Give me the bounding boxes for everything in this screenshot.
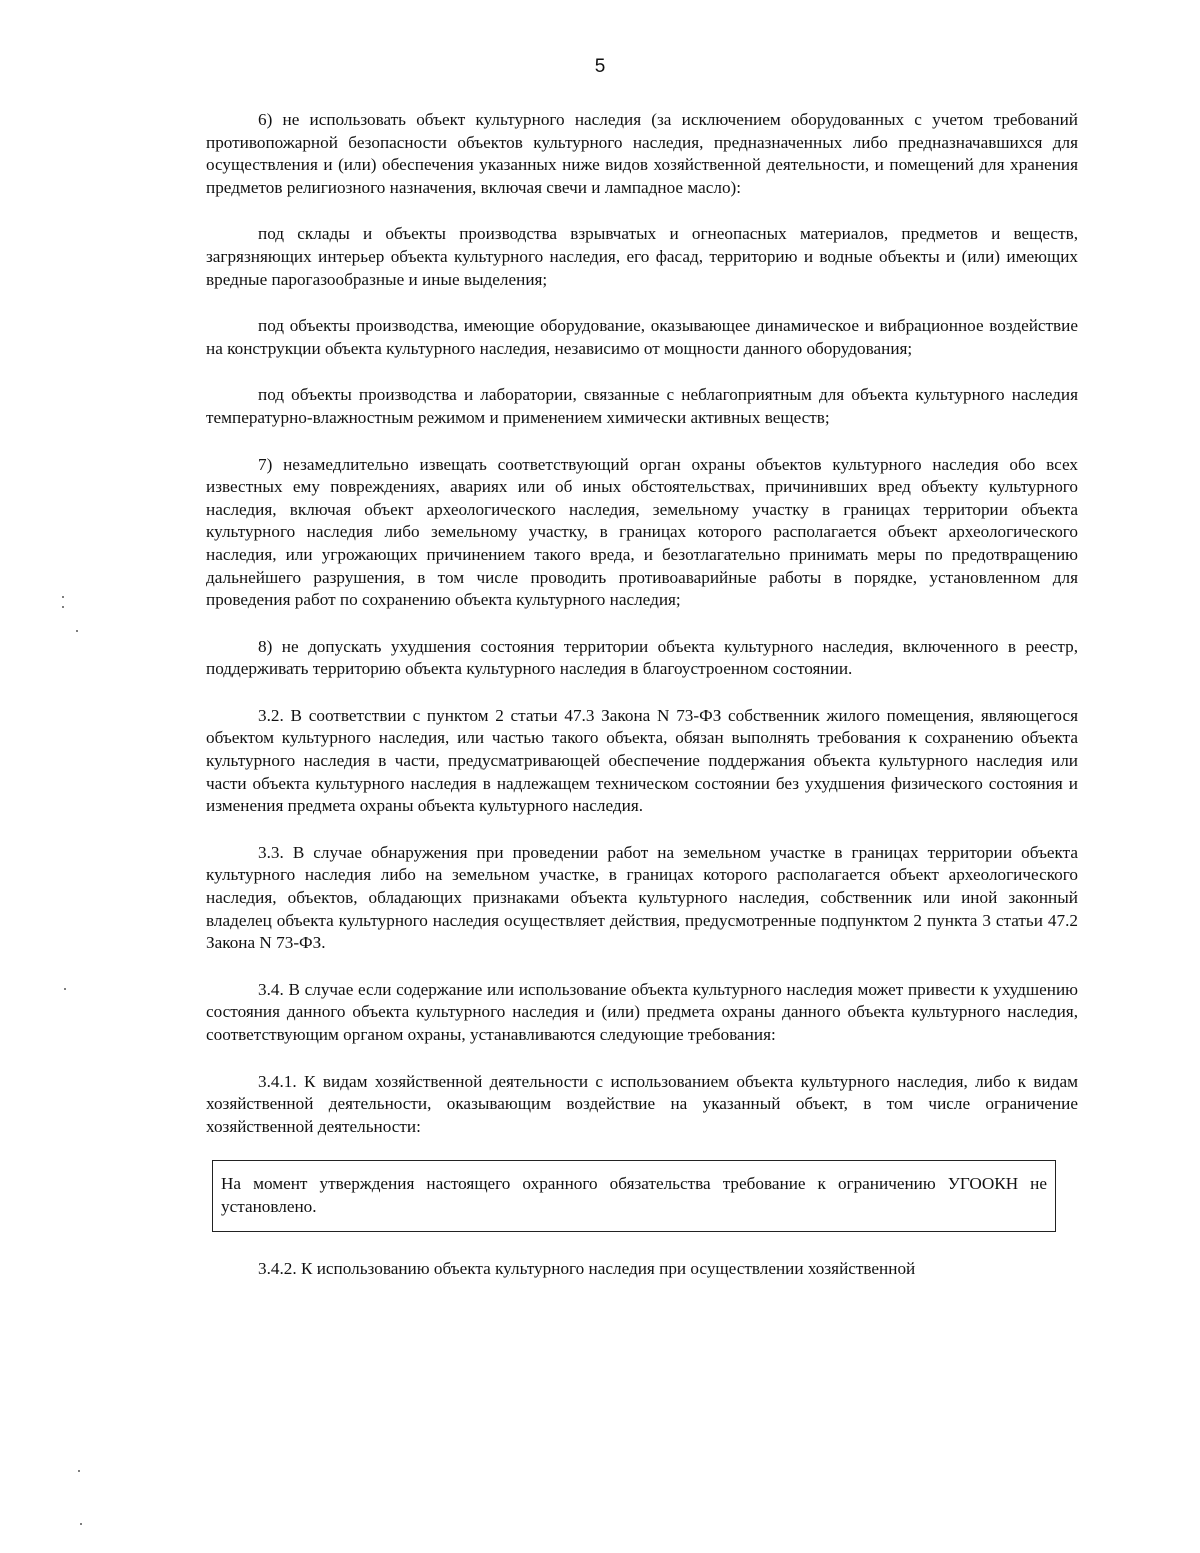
scan-speck — [76, 630, 78, 632]
paragraph-item-7: 7) незамедлительно извещать соответствующий орган охраны объектов культурного наследия обо всех известных ему повреждениях, авариях или об иных обстоятельствах, причинивших вред объекту культурного наследия, включая объект археологического наследия, земельному участку в границах территории объекта культурного наследия либо земельному участку, в границах которого располагается объект археологического наследия, или угрожающих причинением такого вреда, и безотлагательно принимать меры по предотвращению дальнейшего разрушения, в том числе проводить противоаварийные работы в порядке, установленном для проведения работ по сохранению объекта культурного наследия; — [206, 454, 1078, 610]
paragraph-3-2: 3.2. В соответствии с пунктом 2 статьи 47.3 Закона N 73-ФЗ собственник жилого помещения, являющегося объектом культурного наследия, или частью такого объекта, обязан выполнять требования к сохранению объекта культурного наследия в части, предусматривающей обеспечение поддержания объекта культурного наследия или части объекта культурного наследия в надлежащем техническом состоянии без ухудшения физического состояния и изменения предмета охраны объекта культурного наследия. — [206, 705, 1078, 816]
paragraph-production-equipment: под объекты производства, имеющие оборудование, оказывающее динамическое и вибрационное воздействие на конструкции объекта культурного наследия, независимо от мощности данного оборудования; — [206, 316, 1078, 358]
document-body — [206, 109, 1078, 1304]
scan-speck — [78, 1470, 80, 1472]
paragraph-item-8: 8) не допускать ухудшения состояния территории объекта культурного наследия, включенного в реестр, поддерживать территорию объекта культурного наследия в благоустроенном состоянии. — [206, 636, 1078, 679]
scan-speck — [64, 988, 66, 990]
paragraph-laboratories: под объекты производства и лаборатории, связанные с неблагоприятным для объекта культурного наследия температурно-влажностным режимом и применением химически активных веществ; — [206, 385, 1078, 427]
paragraph-warehouses: под склады и объекты производства взрывчатых и огнеопасных материалов, предметов и веществ, загрязняющих интерьер объекта культурного наследия, его фасад, территорию и водные объекты и (или) имеющих вредные парогазообразные и иные выделения; — [206, 224, 1078, 289]
scan-speck — [80, 1523, 82, 1525]
page-number: 5 — [594, 56, 606, 77]
paragraph-3-4-1: 3.4.1. К видам хозяйственной деятельности с использованием объекта культурного наследия, либо к видам хозяйственной деятельности, оказывающим воздействие на указанный объект, в том числе ограничение хозяйственной деятельности: — [206, 1071, 1078, 1136]
scan-speck — [62, 596, 64, 598]
paragraph-3-4-2: 3.4.2. К использованию объекта культурного наследия при осуществлении хозяйственной — [258, 1258, 916, 1278]
paragraph-item-6: 6) не использовать объект культурного наследия (за исключением оборудованных с учетом требований противопожарной безопасности объектов культурного наследия, предназначенных либо предназначавшихся для осуществления и (или) обеспечения указанных ниже видов хозяйственной деятельности, и помещений для хранения предметов религиозного назначения, включая свечи и лампадное масло): — [206, 110, 1078, 197]
notice-box-text: На момент утверждения настоящего охранного обязательства требование к ограничению УГООКН не установлено. — [221, 1174, 1047, 1216]
paragraph-3-3: 3.3. В случае обнаружения при проведении работ на земельном участке в границах территории объекта культурного наследия либо на земельном участке, в границах которого располагается объект археологического наследия, объектов, обладающих признаками объекта культурного наследия, собственник или иной законный владелец объекта культурного наследия осуществляет действия, предусмотренные подпунктом 2 пункта 3 статьи 47.2 Закона N 73-ФЗ. — [206, 842, 1078, 953]
paragraph-3-4: 3.4. В случае если содержание или использование объекта культурного наследия может привести к ухудшению состояния данного объекта культурного наследия и (или) предмета охраны данного объекта культурного наследия, соответствующим органом охраны, устанавливаются следующие требования: — [206, 979, 1078, 1044]
notice-box — [212, 1160, 1056, 1231]
scan-speck — [62, 606, 64, 608]
